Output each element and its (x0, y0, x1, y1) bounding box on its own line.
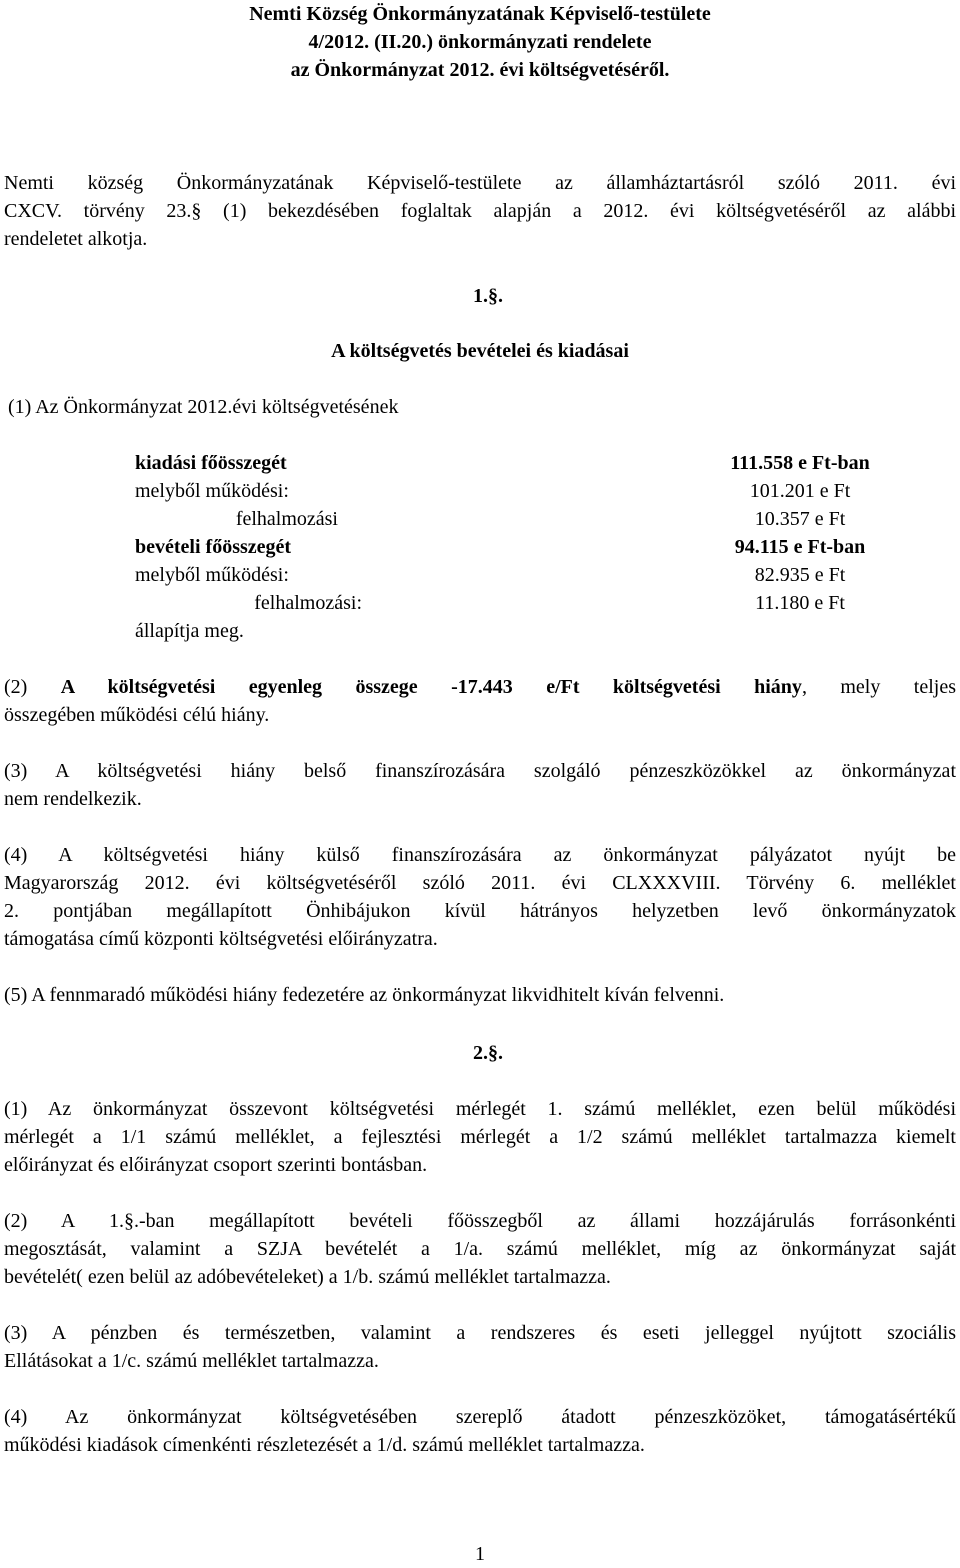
intro-line-3: rendeletet alkotja. (4, 228, 148, 250)
section-1-p3-line-1: (3) A költségvetési hiány belső finanszírozására szolgáló pénzeszközökkel az önkormányzat (4, 760, 956, 782)
page-number: 1 (475, 1543, 485, 1565)
section-1-p4-line-2: Magyarország 2012. évi költségvetéséről szóló 2011. évi CLXXXVIII. Törvény 6. melléklet (4, 872, 956, 894)
section-2-p4-line-1: (4) Az önkormányzat költségvetésében szereplő átadott pénzeszközöket, támogatásértékű (4, 1406, 956, 1428)
section-2-number: 2.§. (473, 1042, 503, 1064)
kiadasi-mukodesi-label: melyből működési: (135, 480, 289, 502)
header-line-1: Nemti Község Önkormányzatának Képviselő-testülete (249, 3, 711, 25)
kiadasi-label: kiadási főösszegét (135, 452, 287, 474)
section-2-p1-line-3: előirányzat és előirányzat csoport szerinti bontásban. (4, 1154, 428, 1176)
section-2-p4-line-2: működési kiadások címenkénti részletezését a 1/d. számú melléklet tartalmazza. (4, 1434, 645, 1456)
section-2-p2-line-1: (2) A 1.§.-ban megállapított bevételi főösszegből az állami hozzájárulás forrásonkénti (4, 1210, 956, 1232)
intro-line-1: Nemti község Önkormányzatának Képviselő-testülete az államháztartásról szóló 2011. évi (4, 172, 956, 194)
section-1-heading: A költségvetés bevételei és kiadásai (331, 340, 629, 362)
section-2-p2-line-2: megosztását, valamint a SZJA bevételét a 1/a. számú melléklet, míg az önkormányzat saját (4, 1238, 956, 1260)
section-1-p4-line-4: támogatása című központi költségvetési előirányzatra. (4, 928, 438, 950)
p2-prefix: (2) (4, 676, 28, 698)
kiadasi-felhalmozasi-value: 10.357 e Ft (754, 508, 846, 530)
section-1-p5: (5) A fennmaradó működési hiány fedezetére az önkormányzat likvidhitelt kíván felvenni. (4, 984, 725, 1006)
header-line-3: az Önkormányzat 2012. évi költségvetéséről. (290, 59, 670, 81)
section-2-p3-line-1: (3) A pénzben és természetben, valamint a rendszeres és eseti jelleggel nyújtott szociális (4, 1322, 956, 1344)
section-1-p3-line-2: nem rendelkezik. (4, 788, 142, 810)
p2-rest: , mely teljes (801, 676, 957, 698)
header-line-2: 4/2012. (II.20.) önkormányzati rendelete (308, 31, 652, 53)
section-1-p4-line-1: (4) A költségvetési hiány külső finanszírozására az önkormányzat pályázatot nyújt be (4, 844, 956, 866)
section-2-p1-line-1: (1) Az önkormányzat összevont költségvetési mérlegét 1. számú melléklet, ezen belül működési (4, 1098, 956, 1120)
section-2-p2-line-3: bevételét( ezen belül az adóbevételeket) a 1/b. számú melléklet tartalmazza. (4, 1266, 611, 1288)
budget-closing: állapítja meg. (135, 620, 244, 642)
beveteli-mukodesi-label: melyből működési: (135, 564, 289, 586)
kiadasi-felhalmozasi-label: felhalmozási (235, 508, 338, 530)
p2-bold: A költségvetési egyenleg összege -17.443 e/Ft költségvetési hiány (60, 676, 802, 698)
section-1-number: 1.§. (473, 285, 503, 307)
section-1-p2-line-2: összegében működési célú hiány. (4, 704, 270, 726)
beveteli-felhalmozasi-label: felhalmozási: (254, 592, 362, 614)
section-2-p1-line-2: mérlegét a 1/1 számú melléklet, a fejlesztési mérlegét a 1/2 számú melléklet tartalmazza kiemelt (4, 1126, 956, 1148)
section-2-p3-line-2: Ellátásokat a 1/c. számú melléklet tartalmazza. (4, 1350, 379, 1372)
beveteli-mukodesi-value: 82.935 e Ft (754, 564, 846, 586)
kiadasi-mukodesi-value: 101.201 e Ft (749, 480, 851, 502)
beveteli-label: bevételi főösszegét (135, 536, 292, 558)
section-1-p4-line-3: 2. pontjában megállapított Önhibájukon kívül hátrányos helyzetben levő önkormányzatok (4, 900, 956, 922)
section-1-p2-line-1 (4, 673, 956, 701)
beveteli-felhalmozasi-value: 11.180 e Ft (755, 592, 845, 614)
section-1-p1-intro: (1) Az Önkormányzat 2012.évi költségvetésének (8, 396, 399, 418)
intro-line-2: CXCV. törvény 23.§ (1) bekezdésében foglaltak alapján a 2012. évi költségvetéséről az alábbi (4, 200, 956, 222)
kiadasi-value: 111.558 e Ft-ban (730, 452, 870, 474)
beveteli-value: 94.115 e Ft-ban (734, 536, 866, 558)
